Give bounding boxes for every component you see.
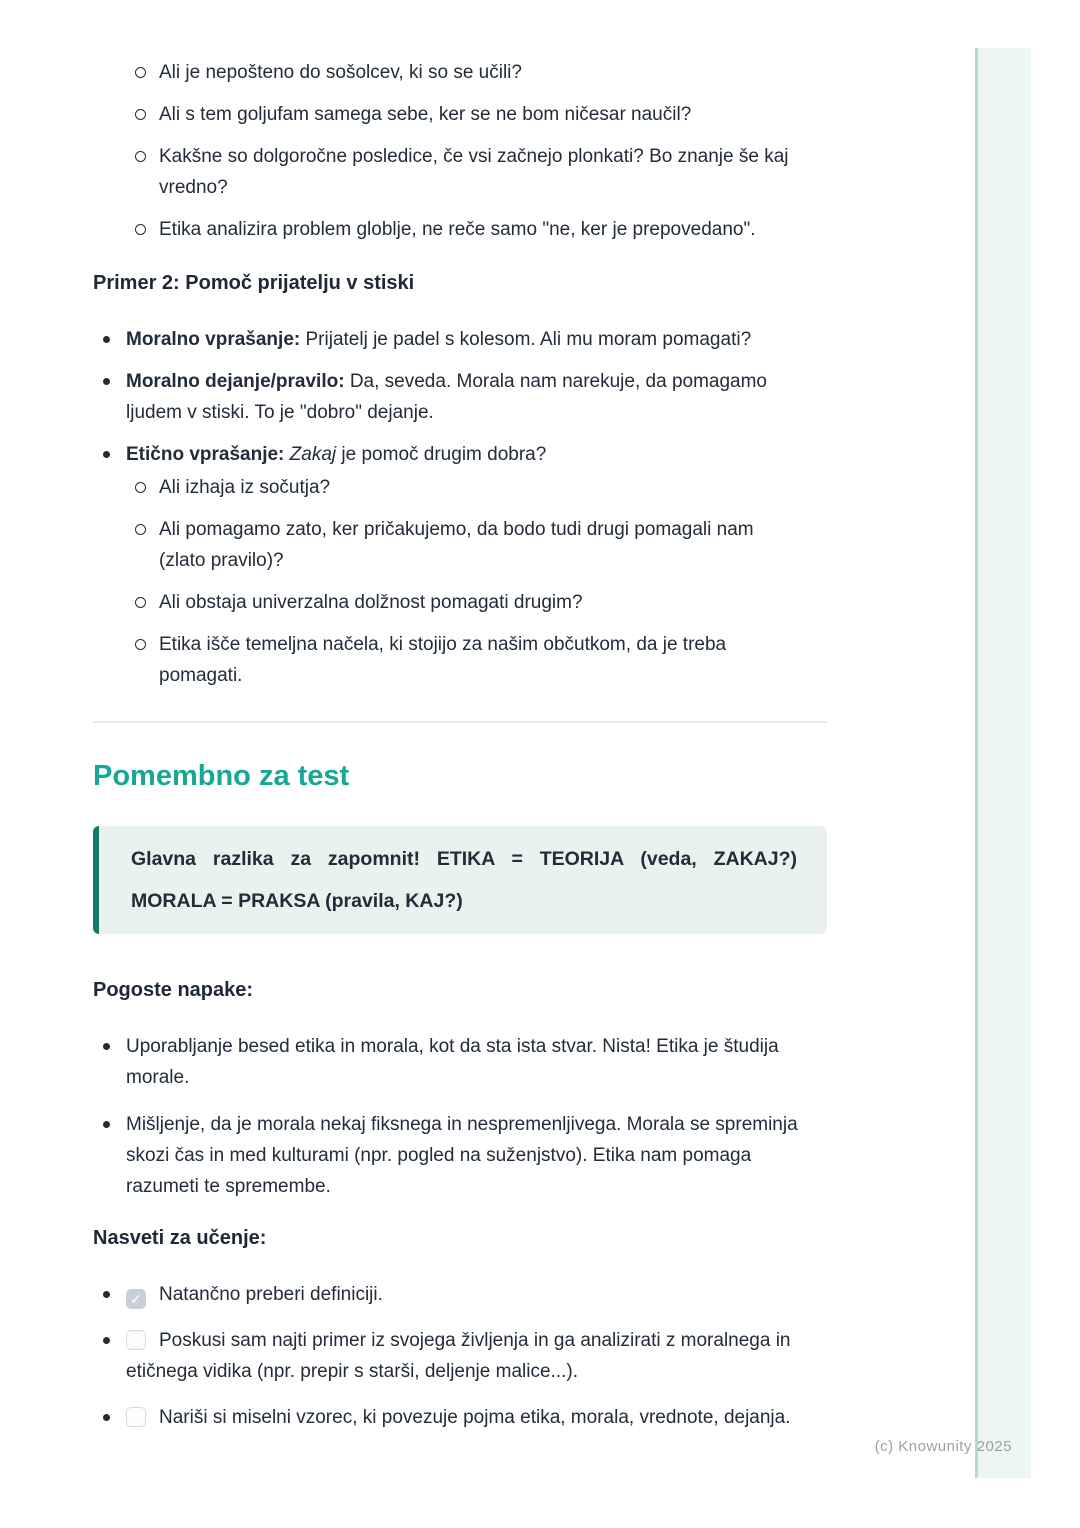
list-item: Mišljenje, da je morala nekaj fiksnega in nespremenljivega. Morala se spreminja skozi čas in med kulturami (npr. pogled na suženjstvo). Etika nam pomaga razumeti te spremembe.: [93, 1109, 827, 1202]
checklist-item: [93, 1325, 827, 1387]
checklist-text: Poskusi sam najti primer iz svojega življenja in ga analizirati z moralnega in etičnega vidika (npr. prepir s starši, deljenje malice...).: [126, 1330, 791, 1382]
bullet-label: Etično vprašanje:: [126, 444, 285, 465]
mistakes-bullet-list: [93, 1031, 827, 1202]
checkbox-icon[interactable]: [126, 1289, 146, 1309]
primer2-sub-bullet-list: [126, 472, 803, 691]
checkbox-icon[interactable]: [126, 1330, 146, 1350]
list-item: [93, 366, 827, 428]
document-content: [93, 0, 827, 1448]
checklist-item: [93, 1402, 827, 1433]
sub-list-item: Ali obstaja univerzalna dolžnost pomagati drugim?: [126, 587, 803, 618]
right-accent-stripe: [975, 48, 1031, 1478]
list-item: Uporabljanje besed etika in morala, kot da sta ista stvar. Nista! Etika je študija morale.: [93, 1031, 827, 1093]
bullet-text: Prijatelj je padel s kolesom. Ali mu moram pomagati?: [300, 329, 752, 350]
checklist-text: Nariši si miselni vzorec, ki povezuje pojma etika, morala, vrednote, dejanja.: [159, 1407, 791, 1428]
sub-list-item: Ali pomagamo zato, ker pričakujemo, da bodo tudi drugi pomagali nam (zlato pravilo)?: [126, 514, 803, 576]
bullet-text: Da, seveda. Morala nam narekuje, da pomagamo ljudem v stiski. To je "dobro" dejanje.: [126, 371, 767, 423]
bullet-label: Moralno dejanje/pravilo:: [126, 371, 345, 392]
sub-list-item: Ali s tem goljufam samega sebe, ker se ne bom ničesar naučil?: [93, 99, 827, 130]
sub-list-item: Ali je nepošteno do sošolcev, ki so se učili?: [93, 57, 827, 88]
checkbox-icon[interactable]: [126, 1407, 146, 1427]
copyright-watermark: (c) Knowunity 2025: [874, 1438, 1012, 1455]
sub-list-item: Etika analizira problem globlje, ne reče samo "ne, ker je prepovedano".: [93, 214, 827, 245]
bullet-text: je pomoč drugim dobra?: [336, 444, 547, 465]
callout-line: Glavna razlika za zapomnit! ETIKA = TEORIJA (veda, ZAKAJ?): [131, 848, 797, 870]
tips-heading: Nasveti za učenje:: [93, 1227, 267, 1249]
primer2-bullet-list: [93, 324, 827, 691]
mistakes-heading: Pogoste napake:: [93, 979, 254, 1001]
tips-check-list: [93, 1279, 827, 1433]
section-heading: Pomembno za test: [93, 760, 350, 792]
list-item: [93, 324, 827, 355]
primer2-heading: Primer 2: Pomoč prijatelju v stiski: [93, 272, 415, 294]
bullet-label: Moralno vprašanje:: [126, 329, 301, 350]
list-item: [93, 439, 827, 691]
checklist-item: [93, 1279, 827, 1310]
section-divider: [93, 721, 827, 723]
sub-list-item: Etika išče temeljna načela, ki stojijo za našim občutkom, da je treba pomagati.: [126, 629, 803, 691]
checklist-text: Natančno preberi definiciji.: [159, 1284, 383, 1305]
callout-line: MORALA = PRAKSA (pravila, KAJ?): [131, 890, 463, 912]
bullet-italic-text: Zakaj: [284, 444, 337, 465]
highlight-callout: [93, 826, 827, 934]
sub-list-item: Ali izhaja iz sočutja?: [126, 472, 803, 503]
sub-list-item: Kakšne so dolgoročne posledice, če vsi začnejo plonkati? Bo znanje še kaj vredno?: [93, 141, 827, 203]
intro-sub-bullet-list: [93, 57, 827, 245]
